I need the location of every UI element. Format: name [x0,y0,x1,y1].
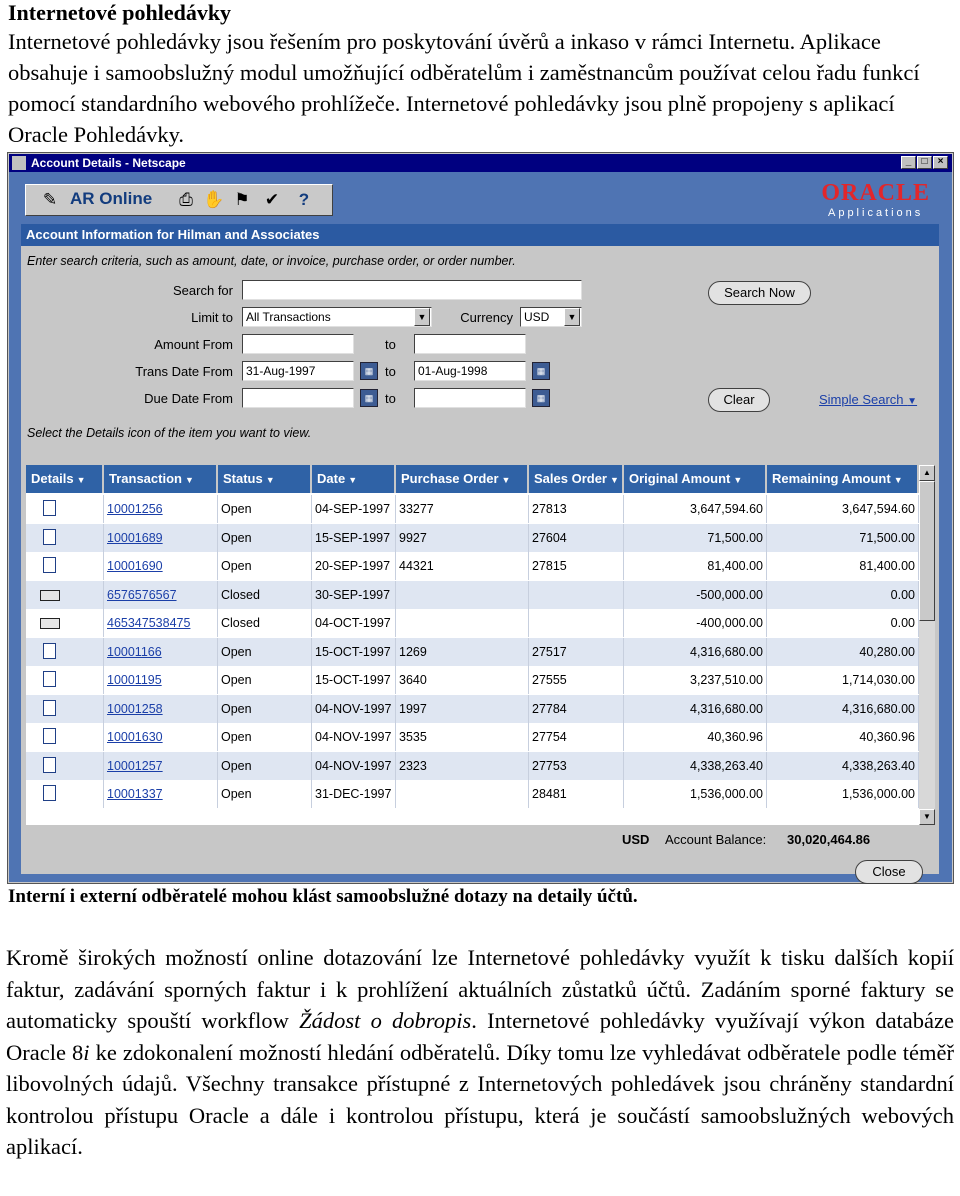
remaining-amount-cell: 71,500.00 [767,524,919,552]
details-icon[interactable] [43,500,56,516]
remaining-amount-cell: 81,400.00 [767,552,919,580]
details-cell [26,695,104,723]
status-cell: Open [218,666,312,694]
print-icon[interactable]: ⎙ [179,190,193,209]
status-cell: Open [218,780,312,808]
transaction-link[interactable]: 10001256 [104,495,218,523]
amount-to-input[interactable] [414,334,526,354]
credit-memo-icon[interactable] [40,618,60,629]
remaining-amount-cell: 3,647,594.60 [767,495,919,523]
column-header[interactable]: Remaining Amount ▼ [767,465,919,493]
chevron-down-icon[interactable]: ▼ [414,308,430,326]
po-cell [396,581,529,609]
transaction-link[interactable]: 10001195 [104,666,218,694]
app-toolbar [25,184,333,216]
date-cell: 04-NOV-1997 [312,752,396,780]
date-cell: 20-SEP-1997 [312,552,396,580]
calendar-icon[interactable]: ▦ [532,362,550,380]
date-cell: 15-OCT-1997 [312,638,396,666]
sort-chevron-icon[interactable]: ▼ [184,475,194,485]
status-cell: Closed [218,581,312,609]
document-title: Internetové pohledávky [8,0,232,25]
original-amount-cell: 71,500.00 [624,524,767,552]
sort-chevron-icon[interactable]: ▼ [610,475,619,485]
sort-chevron-icon[interactable]: ▼ [265,475,275,485]
body-paragraph: Kromě širokých možností online dotazování lze Internetové pohledávky využít k tisku dalších kopií faktur, zadávání sporných faktur i k prohlížení aktuálních zůstatků účtů. Zadáním sporné faktury se automaticky spouští workflow Žádost o dobropis. Internetové pohledávky využívají výkon databáze Oracle 8i ke zdokonalení možností hledání odběratelů. Díky tomu lze vyhledávat odběratele podle téměř libovolných údajů. Všechny transakce přístupné z Internetových pohledávek jsou chráněny standardní kontrolou přístupu Oracle a dále i kontrolou přístupu, která je součástí samoobslužných webových aplikací. [6,945,954,1159]
limit-to-label: Limit to [191,310,233,325]
panel-title: Account Information for Hilman and Associates [21,224,939,246]
close-window-icon[interactable]: × [933,156,948,169]
oracle-logo: ORACLE Applications [821,180,930,219]
so-cell: 27815 [529,552,624,580]
so-cell: 27604 [529,524,624,552]
sort-chevron-icon[interactable]: ▼ [501,475,511,485]
status-cell: Open [218,552,312,580]
transaction-link[interactable]: 10001257 [104,752,218,780]
date-cell: 04-OCT-1997 [312,609,396,637]
table-row [26,723,919,751]
remaining-amount-cell: 0.00 [767,581,919,609]
po-cell: 2323 [396,752,529,780]
remaining-amount-cell: 40,360.96 [767,723,919,751]
due-date-label: Due Date From [144,391,233,406]
pencil-icon[interactable]: ✎ [42,190,58,209]
details-cell [26,552,104,580]
so-cell: 27517 [529,638,624,666]
date-cell: 04-NOV-1997 [312,695,396,723]
limit-to-select[interactable]: All Transactions [242,307,432,327]
column-header[interactable]: Details ▼ [26,465,104,493]
details-icon[interactable] [43,557,56,573]
details-cell [26,666,104,694]
table-row [26,552,919,580]
details-icon[interactable] [43,728,56,744]
date-cell: 04-NOV-1997 [312,723,396,751]
table-row [26,780,919,808]
status-cell: Closed [218,609,312,637]
balance-label: Account Balance: [665,832,767,847]
details-cell [26,581,104,609]
trans-date-to-label: to [385,364,396,379]
sort-chevron-icon[interactable]: ▼ [893,475,903,485]
so-cell [529,581,624,609]
footer-currency: USD [622,832,650,847]
so-cell: 28481 [529,780,624,808]
transaction-link[interactable]: 10001689 [104,524,218,552]
amount-from-input[interactable] [242,334,354,354]
details-icon[interactable] [43,643,56,659]
table-row [26,666,919,694]
column-header[interactable]: Status ▼ [218,465,312,493]
so-cell: 27813 [529,495,624,523]
search-now-button[interactable]: Search Now [708,281,811,305]
transaction-link[interactable]: 10001258 [104,695,218,723]
details-cell [26,638,104,666]
table-row [26,581,919,609]
checklist-icon[interactable]: ✔ [264,190,280,209]
calendar-icon[interactable]: ▦ [360,389,378,407]
so-cell [529,609,624,637]
scroll-down-icon[interactable]: ▼ [919,809,935,825]
credit-memo-icon[interactable] [40,590,60,601]
po-cell: 9927 [396,524,529,552]
status-cell: Open [218,695,312,723]
table-row [26,609,919,637]
sort-chevron-icon[interactable]: ▼ [348,475,358,485]
maximize-icon[interactable]: □ [917,156,932,169]
trans-date-to-input[interactable]: 01-Aug-1998 [414,361,526,381]
po-cell: 44321 [396,552,529,580]
table-row [26,695,919,723]
original-amount-cell: 4,316,680.00 [624,638,767,666]
app-name: AR Online [70,189,153,208]
so-cell: 27784 [529,695,624,723]
original-amount-cell: 1,536,000.00 [624,780,767,808]
details-cell [26,609,104,637]
table-row [26,752,919,780]
po-cell: 1997 [396,695,529,723]
trans-date-label: Trans Date From [135,364,233,379]
window-titlebar [9,154,952,172]
column-header[interactable]: Date ▼ [312,465,396,493]
simple-search-link[interactable]: Simple Search ▼ [819,392,918,407]
original-amount-cell: 81,400.00 [624,552,767,580]
browser-window-screenshot [7,152,954,884]
details-icon[interactable] [43,757,56,773]
close-button[interactable]: Close [855,860,923,884]
details-icon[interactable] [43,529,56,545]
app-background [9,172,952,882]
remaining-amount-cell: 1,536,000.00 [767,780,919,808]
details-cell [26,780,104,808]
remaining-amount-cell: 0.00 [767,609,919,637]
due-date-to-label: to [385,391,396,406]
remaining-amount-cell: 4,338,263.40 [767,752,919,780]
search-for-input[interactable] [242,280,582,300]
transactions-table [26,465,919,825]
amount-to-label: to [385,337,396,352]
remaining-amount-cell: 1,714,030.00 [767,666,919,694]
table-header [26,465,919,493]
traffic-light-icon[interactable]: ⚑ [234,190,250,209]
table-row [26,638,919,666]
original-amount-cell: 40,360.96 [624,723,767,751]
po-cell: 3535 [396,723,529,751]
balance-value: 30,020,464.86 [787,832,871,847]
details-icon[interactable] [43,671,56,687]
search-hint: Enter search criteria, such as amount, date, or invoice, purchase order, or order number. [27,254,516,268]
date-cell: 15-SEP-1997 [312,524,396,552]
column-header[interactable]: Original Amount ▼ [624,465,767,493]
help-icon[interactable]: ? [298,190,310,209]
calendar-icon[interactable]: ▦ [532,389,550,407]
clear-button[interactable]: Clear [708,388,770,412]
table-scrollbar[interactable] [919,465,935,825]
transaction-link[interactable]: 10001690 [104,552,218,580]
po-cell: 1269 [396,638,529,666]
details-icon[interactable] [43,700,56,716]
sort-chevron-icon[interactable]: ▼ [733,475,743,485]
details-cell [26,752,104,780]
amount-from-label: Amount From [154,337,233,352]
chevron-down-icon: ▼ [907,396,918,407]
details-icon[interactable] [43,785,56,801]
original-amount-cell: 4,338,263.40 [624,752,767,780]
figure-caption: Interní i externí odběratelé mohou klást samoobslužné dotazy na detaily účtů. [8,886,638,907]
transaction-link[interactable]: 10001166 [104,638,218,666]
original-amount-cell: -500,000.00 [624,581,767,609]
po-cell [396,780,529,808]
so-cell: 27754 [529,723,624,751]
netscape-icon [12,156,26,170]
po-cell: 33277 [396,495,529,523]
date-cell: 31-DEC-1997 [312,780,396,808]
details-cell [26,524,104,552]
remaining-amount-cell: 40,280.00 [767,638,919,666]
table-row [26,495,919,523]
column-header[interactable]: Sales Order ▼ [529,465,624,493]
date-cell: 30-SEP-1997 [312,581,396,609]
scroll-up-icon[interactable]: ▲ [919,465,935,481]
po-cell [396,609,529,637]
original-amount-cell: 3,237,510.00 [624,666,767,694]
original-amount-cell: 3,647,594.60 [624,495,767,523]
details-cell [26,495,104,523]
po-cell: 3640 [396,666,529,694]
intro-paragraph: Internetové pohledávky jsou řešením pro poskytování úvěrů a inkaso v rámci Internetu. Aplikace obsahuje i samoobslužný modul umožňující odběratelům i zaměstnancům používat celou řadu funkcí pomocí standardního webového prohlížeče. Internetové pohledávky jsou plně propojeny s aplikací Oracle Pohledávky. [8,29,920,147]
trans-date-from-input[interactable]: 31-Aug-1997 [242,361,354,381]
currency-label: Currency [460,310,513,325]
transaction-link[interactable]: 465347538475 [104,609,218,637]
search-for-label: Search for [173,283,233,298]
original-amount-cell: 4,316,680.00 [624,695,767,723]
status-cell: Open [218,638,312,666]
column-header[interactable]: Transaction ▼ [104,465,218,493]
so-cell: 27753 [529,752,624,780]
status-cell: Open [218,752,312,780]
date-cell: 15-OCT-1997 [312,666,396,694]
account-panel [21,224,939,874]
hand-icon[interactable]: ✋ [203,190,225,209]
table-row [26,524,919,552]
window-title: Account Details - Netscape [31,156,186,170]
sort-chevron-icon[interactable]: ▼ [76,475,86,485]
remaining-amount-cell: 4,316,680.00 [767,695,919,723]
due-date-from-input[interactable] [242,388,354,408]
select-hint: Select the Details icon of the item you want to view. [27,426,312,440]
date-cell: 04-SEP-1997 [312,495,396,523]
transaction-link[interactable]: 10001337 [104,780,218,808]
chevron-down-icon[interactable]: ▼ [564,308,580,326]
details-cell [26,723,104,751]
transaction-link[interactable]: 6576576567 [104,581,218,609]
currency-select[interactable]: USD [520,307,582,327]
so-cell: 27555 [529,666,624,694]
calendar-icon[interactable]: ▦ [360,362,378,380]
scroll-thumb[interactable] [919,481,935,621]
minimize-icon[interactable]: _ [901,156,916,169]
original-amount-cell: -400,000.00 [624,609,767,637]
status-cell: Open [218,495,312,523]
transaction-link[interactable]: 10001630 [104,723,218,751]
status-cell: Open [218,524,312,552]
column-header[interactable]: Purchase Order ▼ [396,465,529,493]
due-date-to-input[interactable] [414,388,526,408]
status-cell: Open [218,723,312,751]
